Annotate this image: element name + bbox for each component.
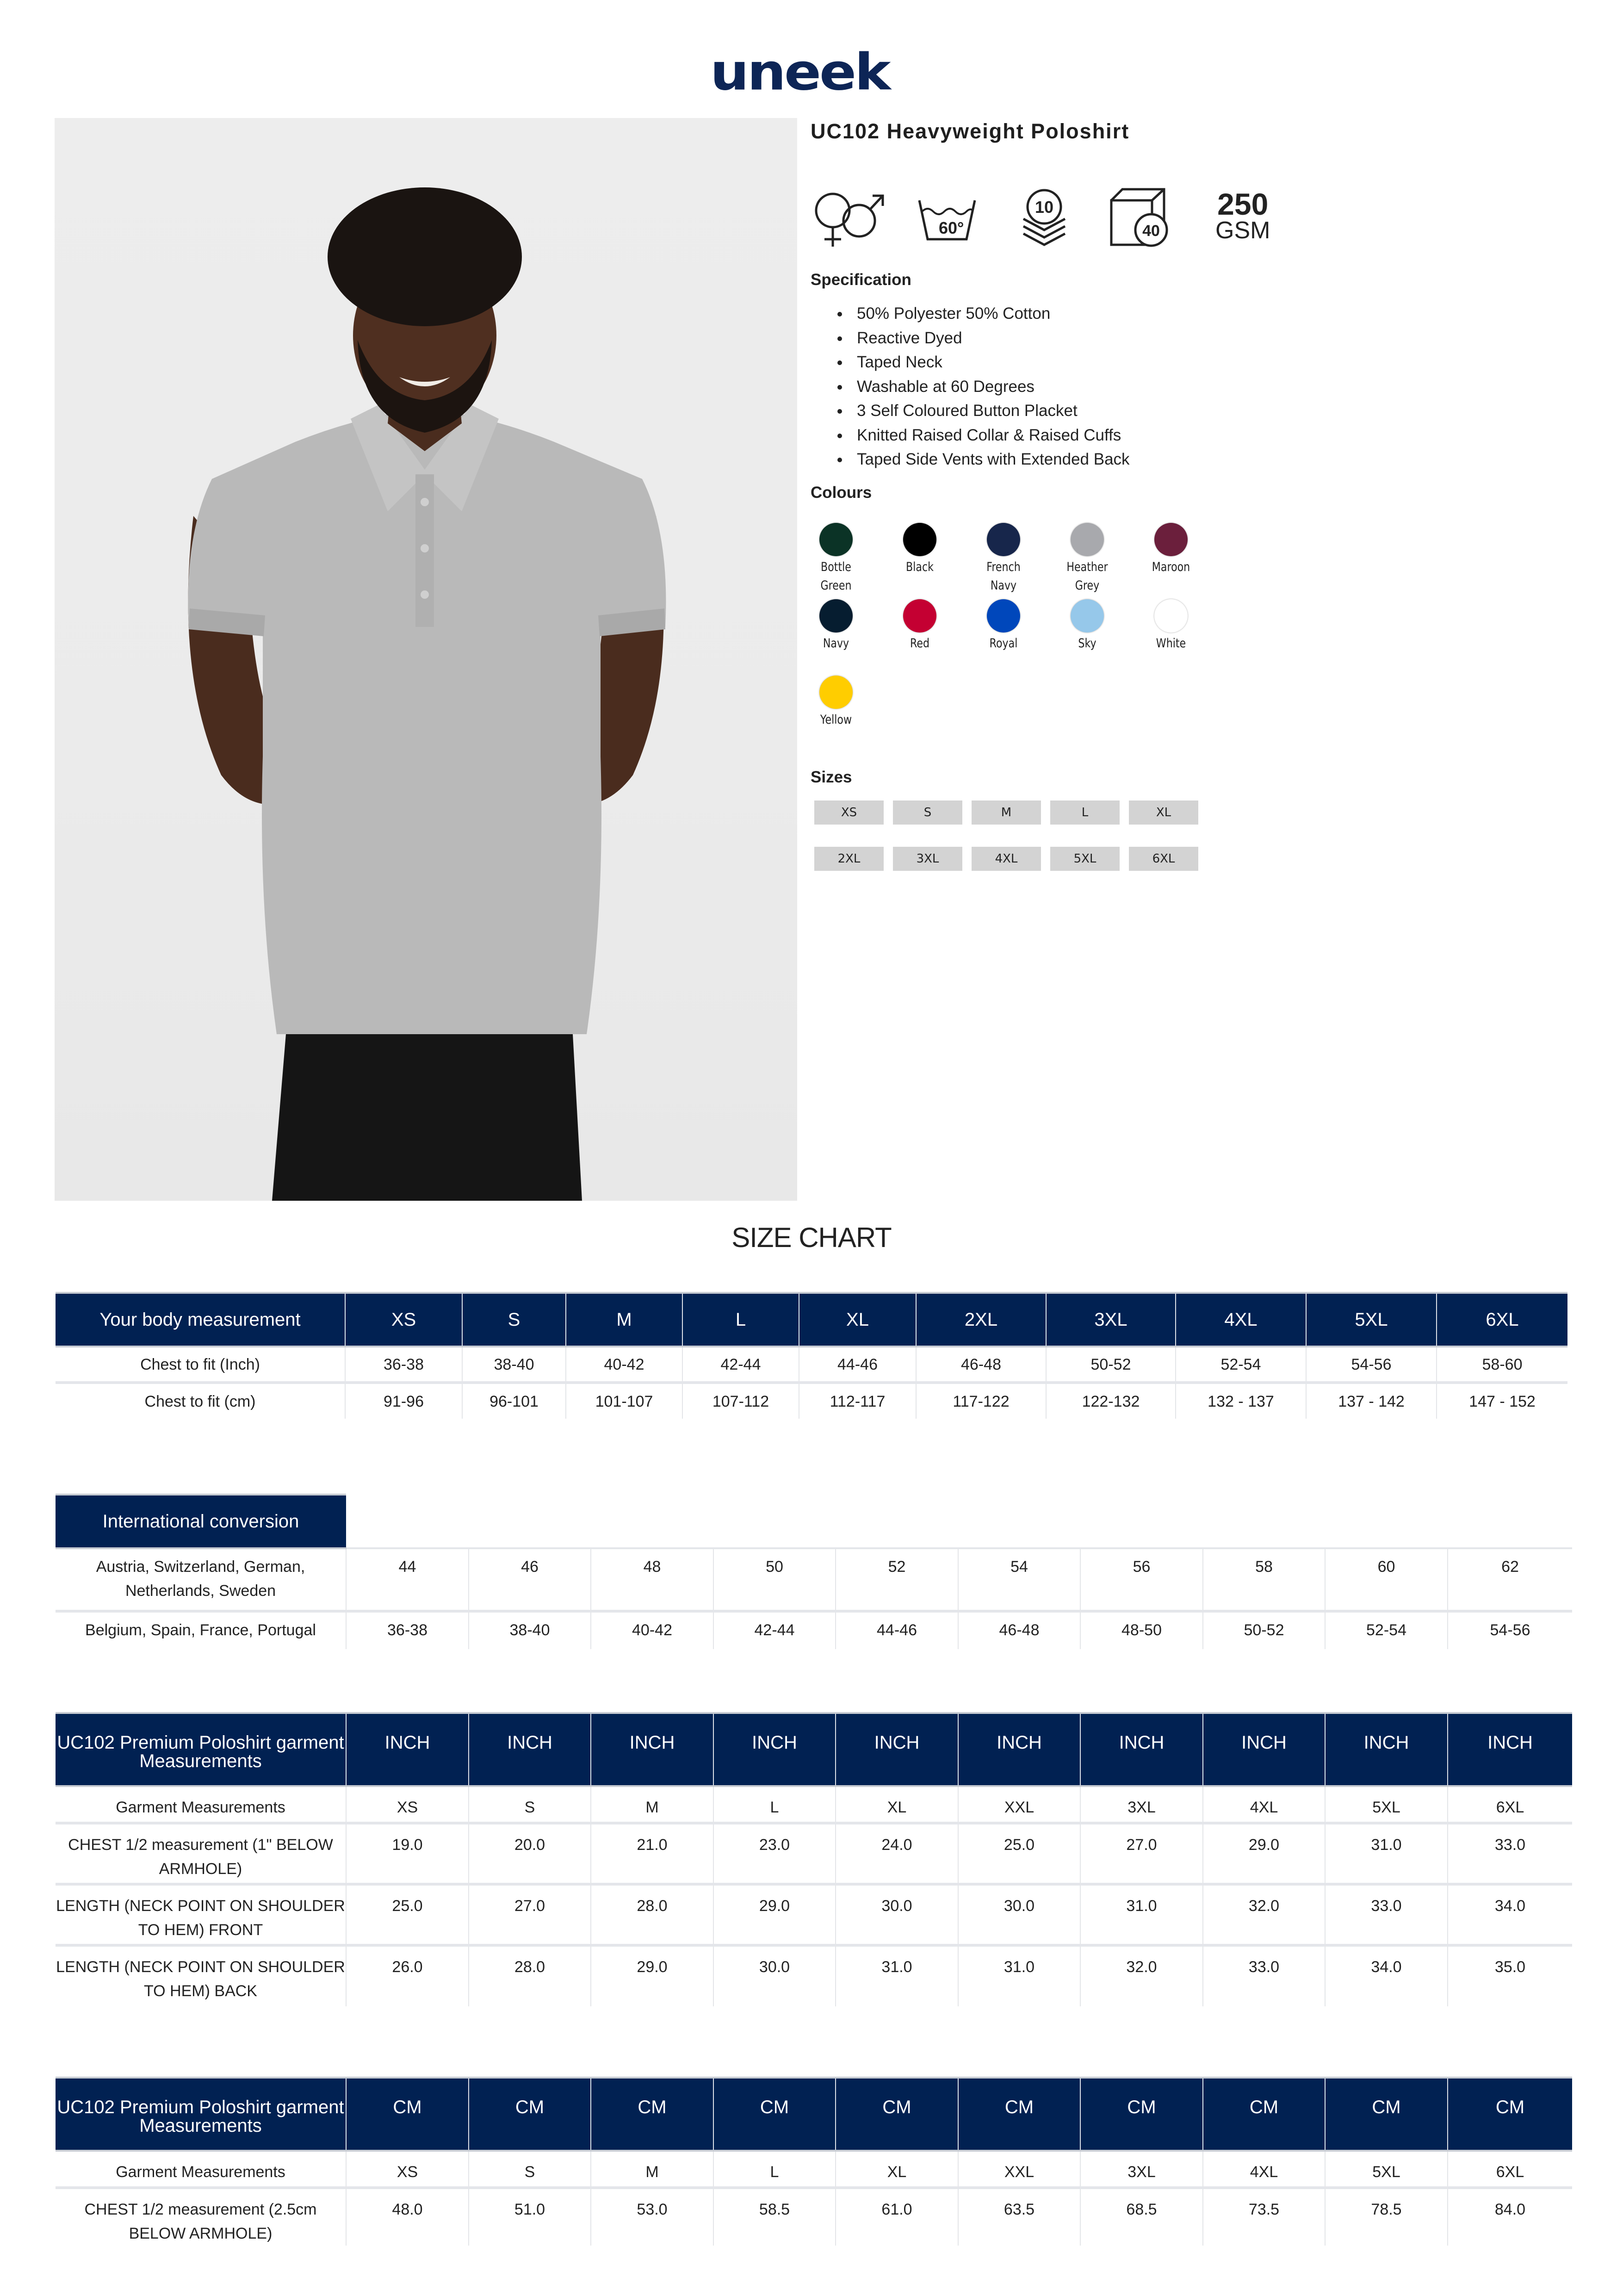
header-cell: CM xyxy=(1203,2078,1325,2151)
header-cell: CM xyxy=(1325,2078,1448,2151)
table-cell: 31.0 xyxy=(836,1945,958,2006)
specification-list xyxy=(828,302,1130,472)
brand-logo xyxy=(710,43,914,102)
colour-dot xyxy=(819,676,853,709)
table-cell: 53.0 xyxy=(591,2188,713,2246)
header-cell: 3XL xyxy=(1046,1293,1176,1347)
header-cell: 2XL xyxy=(916,1293,1046,1347)
spec-item: Reactive Dyed xyxy=(828,326,1130,351)
swatch-sky[interactable]: Sky xyxy=(1062,599,1113,653)
size-chip-m[interactable]: M xyxy=(972,800,1041,825)
colour-dot xyxy=(987,523,1020,556)
row-label: Belgium, Spain, France, Portugal xyxy=(85,1621,316,1639)
table-cell: 6XL xyxy=(1448,1786,1572,1823)
table-cell: 63.5 xyxy=(958,2188,1080,2246)
header-cell: Your body measurement xyxy=(56,1293,345,1347)
specification-heading: Specification xyxy=(811,271,911,289)
header-cell: INCH xyxy=(346,1713,469,1786)
size-chip-3xl[interactable]: 3XL xyxy=(893,847,962,871)
table-cell: 31.0 xyxy=(1080,1884,1203,1945)
sizes-heading: Sizes xyxy=(811,768,852,786)
table-cell: 32.0 xyxy=(1203,1884,1325,1945)
header-cell: INCH xyxy=(958,1713,1080,1786)
table-cell: 48.0 xyxy=(346,2188,469,2246)
table-cell: 46-48 xyxy=(958,1611,1080,1649)
header-cell: 6XL xyxy=(1437,1293,1567,1347)
table-cell: 51.0 xyxy=(469,2188,591,2246)
table-cell: 26.0 xyxy=(346,1945,469,2006)
header-cell: XS xyxy=(345,1293,462,1347)
row-label: Chest to fit (Inch) xyxy=(56,1347,345,1383)
swatch-red[interactable]: Red xyxy=(894,599,945,653)
colour-dot xyxy=(987,599,1020,633)
table-cell: XL xyxy=(836,1786,958,1823)
feature-icons-row xyxy=(811,187,1273,252)
table-cell: 101-107 xyxy=(566,1383,682,1419)
table-cell: L xyxy=(713,1786,836,1823)
table-cell: 52 xyxy=(836,1548,958,1611)
table-cell: 3XL xyxy=(1080,2151,1203,2188)
table-cell: XXL xyxy=(958,1786,1080,1823)
table-cell: 23.0 xyxy=(713,1823,836,1884)
table-cell: 20.0 xyxy=(469,1823,591,1884)
table-header-row xyxy=(56,1293,1567,1347)
table-cell: XS xyxy=(346,1786,469,1823)
table-cell: 28.0 xyxy=(469,1945,591,2006)
table-cell: 38-40 xyxy=(462,1347,566,1383)
header-cell: UC102 Premium Poloshirt garment Measurements xyxy=(56,1713,346,1786)
svg-text:10: 10 xyxy=(1035,198,1054,217)
table-cell: 52-54 xyxy=(1325,1611,1448,1649)
header-cell: L xyxy=(682,1293,799,1347)
size-chip-xs[interactable]: XS xyxy=(814,800,884,825)
table-cell: 78.5 xyxy=(1325,2188,1448,2246)
table-cell: 29.0 xyxy=(591,1945,713,2006)
table-cell: 31.0 xyxy=(1325,1823,1448,1884)
table-cell: 58-60 xyxy=(1437,1347,1567,1383)
size-chip-4xl[interactable]: 4XL xyxy=(972,847,1041,871)
table-cell: XXL xyxy=(958,2151,1080,2188)
carton-40-icon xyxy=(1107,187,1171,248)
swatch-maroon[interactable]: Maroon xyxy=(1146,523,1196,577)
table-cell: 40-42 xyxy=(591,1611,713,1649)
header-cell: INCH xyxy=(1448,1713,1572,1786)
header-cell: INCH xyxy=(1080,1713,1203,1786)
table-cell: 44 xyxy=(346,1548,469,1611)
brand-logo-text: uneek xyxy=(710,43,889,102)
table-cell: 58 xyxy=(1203,1548,1325,1611)
size-chip-xl[interactable]: XL xyxy=(1129,800,1198,825)
table-cell: 38-40 xyxy=(469,1611,591,1649)
table-cell: 58.5 xyxy=(713,2188,836,2246)
table-cell: 112-117 xyxy=(799,1383,916,1419)
table-cell: 31.0 xyxy=(958,1945,1080,2006)
table-cell: 36-38 xyxy=(346,1611,469,1649)
table-cell: 34.0 xyxy=(1325,1945,1448,2006)
table-row xyxy=(56,1383,1567,1419)
table-cell: M xyxy=(591,2151,713,2188)
table-cell: 28.0 xyxy=(591,1884,713,1945)
colour-dot xyxy=(1071,599,1104,633)
row-label: Chest to fit (cm) xyxy=(144,1392,256,1410)
header-cell: S xyxy=(462,1293,566,1347)
row-label: Garment Measurements xyxy=(56,2151,346,2188)
header-blank xyxy=(346,1495,1572,1548)
swatch-yellow[interactable]: Yellow xyxy=(811,676,861,729)
table-cell: 33.0 xyxy=(1325,1884,1448,1945)
table-cell: 46 xyxy=(469,1548,591,1611)
table-row xyxy=(56,1548,1572,1611)
table-cell: 73.5 xyxy=(1203,2188,1325,2246)
table-cell: 24.0 xyxy=(836,1823,958,1884)
gsm-unit: GSM xyxy=(1215,217,1270,244)
header-cell: INCH xyxy=(836,1713,958,1786)
swatch-french-navy[interactable]: French Navy xyxy=(978,523,1029,595)
header-cell: CM xyxy=(958,2078,1080,2151)
table-row xyxy=(56,1611,1572,1649)
table-cell: 46-48 xyxy=(916,1347,1046,1383)
header-cell: M xyxy=(566,1293,682,1347)
product-photo xyxy=(55,118,797,1201)
pack-10-icon xyxy=(1012,187,1077,248)
swatch-black[interactable]: Black xyxy=(894,523,945,577)
garment-measurements-cm-table xyxy=(56,2077,1572,2246)
header-cell: INCH xyxy=(713,1713,836,1786)
table-cell: L xyxy=(713,2151,836,2188)
spec-item: 50% Polyester 50% Cotton xyxy=(828,302,1130,326)
table-cell: 21.0 xyxy=(591,1823,713,1884)
table-row xyxy=(56,1823,1572,1884)
svg-text:40: 40 xyxy=(1142,222,1160,240)
table-cell: 42-44 xyxy=(682,1347,799,1383)
table-cell: 84.0 xyxy=(1448,2188,1572,2246)
size-chart-title: SIZE CHART xyxy=(731,1222,892,1253)
table-cell: XS xyxy=(346,2151,469,2188)
header-cell: INCH xyxy=(591,1713,713,1786)
table-cell: 61.0 xyxy=(836,2188,958,2246)
table-cell: 147 - 152 xyxy=(1437,1383,1567,1419)
table-cell: 50 xyxy=(713,1548,836,1611)
table-cell: 25.0 xyxy=(346,1884,469,1945)
table-row xyxy=(56,2188,1572,2246)
header-cell: CM xyxy=(1448,2078,1572,2151)
table-cell: S xyxy=(469,1786,591,1823)
spec-item: Taped Side Vents with Extended Back xyxy=(828,447,1130,472)
table-cell: 27.0 xyxy=(469,1884,591,1945)
row-label: LENGTH (NECK POINT ON SHOULDER TO HEM) BACK xyxy=(56,1958,345,2000)
header-cell: International conversion xyxy=(56,1495,346,1548)
table-cell: 137 - 142 xyxy=(1306,1383,1437,1419)
table-cell: 6XL xyxy=(1448,2151,1572,2188)
table-cell: 29.0 xyxy=(713,1884,836,1945)
table-cell: 30.0 xyxy=(958,1884,1080,1945)
table-row-sizes xyxy=(56,2151,1572,2188)
table-cell: 25.0 xyxy=(958,1823,1080,1884)
swatch-heather-grey[interactable]: Heather Grey xyxy=(1062,523,1113,595)
table-cell: 48 xyxy=(591,1548,713,1611)
table-cell: 4XL xyxy=(1203,1786,1325,1823)
table-cell: 122-132 xyxy=(1046,1383,1176,1419)
spec-item: Washable at 60 Degrees xyxy=(828,375,1130,399)
table-cell: 54-56 xyxy=(1306,1347,1437,1383)
table-cell: 48-50 xyxy=(1080,1611,1203,1649)
table-row xyxy=(56,1945,1572,2006)
row-label: LENGTH (NECK POINT ON SHOULDER TO HEM) FRONT xyxy=(56,1884,346,1945)
size-chip-l[interactable]: L xyxy=(1050,800,1120,825)
table-header-row xyxy=(56,1495,1572,1548)
colour-dot xyxy=(903,599,936,633)
table-cell: M xyxy=(591,1786,713,1823)
table-cell: 27.0 xyxy=(1080,1823,1203,1884)
product-title: UC102 Heavyweight Poloshirt xyxy=(811,119,1130,143)
table-cell: 40-42 xyxy=(566,1347,682,1383)
table-cell: 3XL xyxy=(1080,1786,1203,1823)
header-cell: CM xyxy=(1080,2078,1203,2151)
garment-measurements-inch-table xyxy=(56,1712,1572,2006)
row-label: Garment Measurements xyxy=(56,1786,346,1823)
table-cell: 54 xyxy=(958,1548,1080,1611)
table-cell: 32.0 xyxy=(1080,1945,1203,2006)
table-cell: 4XL xyxy=(1203,2151,1325,2188)
header-cell: CM xyxy=(713,2078,836,2151)
table-cell: 54-56 xyxy=(1448,1611,1572,1649)
swatch-bottle-green[interactable]: Bottle Green xyxy=(811,523,861,595)
size-chip-s[interactable]: S xyxy=(893,800,962,825)
spec-item: Knitted Raised Collar & Raised Cuffs xyxy=(828,423,1130,448)
gsm-value: 250 xyxy=(1217,187,1269,221)
table-row xyxy=(56,1884,1572,1945)
size-chip-2xl[interactable]: 2XL xyxy=(814,847,884,871)
table-cell: 30.0 xyxy=(713,1945,836,2006)
table-cell: 35.0 xyxy=(1448,1945,1572,2006)
table-cell: 44-46 xyxy=(799,1347,916,1383)
table-row xyxy=(56,1347,1567,1383)
header-cell: XL xyxy=(799,1293,916,1347)
model-wearing-polo-illustration xyxy=(55,118,797,1201)
table-cell: 50-52 xyxy=(1046,1347,1176,1383)
table-cell: 5XL xyxy=(1325,2151,1448,2188)
header-cell: UC102 Premium Poloshirt garment Measurements xyxy=(56,2078,346,2151)
table-cell: 132 - 137 xyxy=(1176,1383,1306,1419)
colour-dot xyxy=(1154,599,1188,633)
table-cell: 36-38 xyxy=(345,1347,462,1383)
row-label: Austria, Switzerland, German, Netherlands, Sweden xyxy=(56,1548,346,1611)
table-cell: 96-101 xyxy=(462,1383,566,1419)
table-cell: 42-44 xyxy=(713,1611,836,1649)
header-cell: INCH xyxy=(1203,1713,1325,1786)
size-chip-6xl[interactable]: 6XL xyxy=(1129,847,1198,871)
table-cell: 68.5 xyxy=(1080,2188,1203,2246)
table-cell: 34.0 xyxy=(1448,1884,1572,1945)
table-cell: 44-46 xyxy=(836,1611,958,1649)
header-cell: INCH xyxy=(469,1713,591,1786)
colour-dot xyxy=(1071,523,1104,556)
table-cell: 60 xyxy=(1325,1548,1448,1611)
header-cell: 5XL xyxy=(1306,1293,1437,1347)
swatch-royal[interactable]: Royal xyxy=(978,599,1029,653)
size-chip-5xl[interactable]: 5XL xyxy=(1050,847,1120,871)
international-conversion-table xyxy=(56,1494,1572,1649)
row-label: CHEST 1/2 measurement (2.5cm BELOW ARMHOLE) xyxy=(84,2201,317,2242)
table-cell: 56 xyxy=(1080,1548,1203,1611)
spec-item: Taped Neck xyxy=(828,350,1130,375)
swatch-navy[interactable]: Navy xyxy=(811,599,861,653)
body-measurement-table xyxy=(56,1292,1567,1419)
svg-text:60°: 60° xyxy=(939,218,964,237)
header-cell: CM xyxy=(346,2078,469,2151)
table-cell: 52-54 xyxy=(1176,1347,1306,1383)
table-row-sizes xyxy=(56,1786,1572,1823)
swatch-white[interactable]: White xyxy=(1146,599,1196,653)
colours-heading: Colours xyxy=(811,484,872,502)
header-cell: INCH xyxy=(1325,1713,1448,1786)
table-cell: 29.0 xyxy=(1203,1823,1325,1884)
colour-dot xyxy=(903,523,936,556)
spec-item: 3 Self Coloured Button Placket xyxy=(828,399,1130,423)
table-cell: S xyxy=(469,2151,591,2188)
table-cell: 91-96 xyxy=(345,1383,462,1419)
header-cell: CM xyxy=(469,2078,591,2151)
table-cell: 5XL xyxy=(1325,1786,1448,1823)
table-cell: 30.0 xyxy=(836,1884,958,1945)
table-header-row xyxy=(56,1713,1572,1786)
table-header-row xyxy=(56,2078,1572,2151)
header-cell: CM xyxy=(836,2078,958,2151)
header-cell: 4XL xyxy=(1176,1293,1306,1347)
wash-60-icon xyxy=(915,187,979,248)
table-cell: XL xyxy=(836,2151,958,2188)
table-cell: 107-112 xyxy=(682,1383,799,1419)
unisex-icon xyxy=(811,187,885,248)
table-cell: 19.0 xyxy=(346,1823,469,1884)
colour-dot xyxy=(819,523,853,556)
header-cell: CM xyxy=(591,2078,713,2151)
row-label: CHEST 1/2 measurement (1" BELOW ARMHOLE) xyxy=(56,1823,346,1884)
table-cell: 62 xyxy=(1448,1548,1572,1611)
gsm-weight xyxy=(1215,187,1270,244)
table-cell: 33.0 xyxy=(1203,1945,1325,2006)
table-cell: 33.0 xyxy=(1448,1823,1572,1884)
colour-dot xyxy=(819,599,853,633)
table-cell: 117-122 xyxy=(916,1383,1046,1419)
table-cell: 50-52 xyxy=(1203,1611,1325,1649)
colour-dot xyxy=(1154,523,1188,556)
